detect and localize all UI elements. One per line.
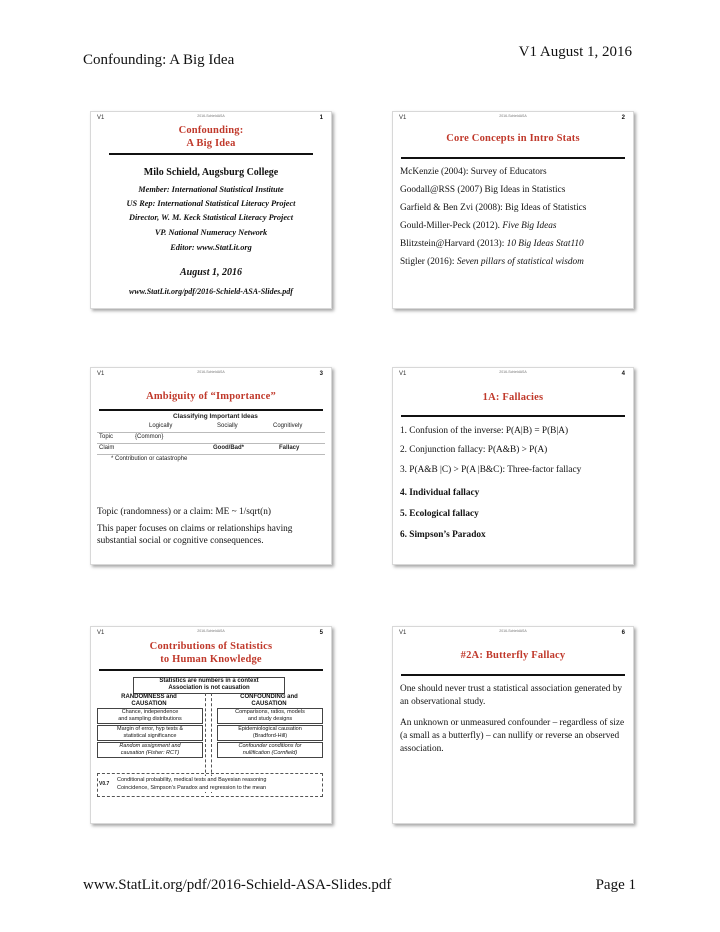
slide-version: V1 bbox=[97, 630, 105, 636]
column-header: Cognitively bbox=[273, 423, 303, 429]
row-label: Topic bbox=[99, 434, 114, 440]
importance-table bbox=[97, 412, 325, 465]
slide-version: V1 bbox=[399, 630, 407, 636]
list-item: Garfield & Ben Zvi (2008): Big Ideas of Statistics bbox=[400, 203, 587, 213]
slide-1 bbox=[90, 111, 332, 309]
slide-number: 2 bbox=[621, 115, 625, 121]
column-header: Socially bbox=[217, 423, 238, 429]
left-item: Margin of error, hyp tests & statistical significance bbox=[97, 725, 203, 741]
author-role: US Rep: International Statistical Literacy Project bbox=[126, 199, 296, 208]
list-item: Blitzstein@Harvard (2013): 10 Big Ideas Stat110 bbox=[400, 239, 584, 249]
slide-source: 2016-SchieldASA bbox=[499, 629, 527, 633]
title-rule bbox=[99, 669, 323, 671]
version-tag: V0.7 bbox=[99, 781, 113, 788]
diagram-bottom-text: Conditional probability, medical tests and Bayesian reasoning Coincidence, Simpson’s Paradox and regression to the mean bbox=[117, 776, 317, 792]
slide-title: Core Concepts in Intro Stats bbox=[446, 133, 580, 144]
slide-source: 2016-SchieldASA bbox=[499, 370, 527, 374]
table-cell: {Common} bbox=[135, 434, 164, 440]
author: Milo Schield, Augsburg College bbox=[143, 167, 279, 178]
right-column-heading: CONFOUNDING and CAUSATION bbox=[217, 694, 321, 707]
body-text: Topic (randomness) or a claim: ME ~ 1/sqrt(n) bbox=[97, 507, 272, 517]
slide-title-line2: to Human Knowledge bbox=[160, 654, 262, 665]
slide-4 bbox=[392, 367, 634, 565]
diagram-top-box: Statistics are numbers in a context Association is not causation bbox=[133, 677, 285, 694]
slide-title-line1: Contributions of Statistics bbox=[149, 641, 273, 652]
slide-source: 2016-SchieldASA bbox=[197, 114, 225, 118]
author-role: VP. National Numeracy Network bbox=[154, 228, 268, 237]
slide-title: 1A: Fallacies bbox=[482, 392, 544, 403]
table-cell: Good/Bad* bbox=[213, 445, 244, 451]
list-item: 1. Confusion of the inverse: P(A|B) = P(B|A) bbox=[400, 426, 569, 436]
body-paragraph: One should never trust a statistical association generated by an observational study. bbox=[400, 684, 623, 707]
page-number: Page 1 bbox=[595, 877, 636, 893]
list-item: Gould-Miller-Peck (2012). Five Big Ideas bbox=[400, 221, 557, 231]
table-heading: Classifying Important Ideas bbox=[173, 413, 258, 420]
title-rule bbox=[401, 157, 625, 159]
author-role: Member: International Statistical Institute bbox=[138, 185, 284, 194]
slide-version: V1 bbox=[97, 371, 105, 377]
left-item: Chance, independence and sampling distributions bbox=[97, 708, 203, 724]
row-label: Claim bbox=[99, 445, 115, 451]
table-cell: Fallacy bbox=[279, 445, 300, 451]
body-paragraph: An unknown or unmeasured confounder – regardless of size (a small as a butterfly) – can nullify or reverse an observed association. bbox=[400, 718, 625, 754]
slide-3 bbox=[90, 367, 332, 565]
slide-title-line2: A Big Idea bbox=[186, 138, 236, 149]
slide-number: 5 bbox=[319, 630, 323, 636]
list-item: McKenzie (2004): Survey of Educators bbox=[400, 167, 547, 177]
list-item: 5. Ecological fallacy bbox=[400, 509, 479, 519]
document-title: Confounding: A Big Idea bbox=[83, 52, 235, 68]
body-text: This paper focuses on claims or relationships having substantial social or cognitive consequences. bbox=[97, 524, 293, 546]
slide-title: Ambiguity of “Importance” bbox=[146, 391, 276, 402]
slide-number: 1 bbox=[319, 115, 323, 121]
slide-source: 2016-SchieldASA bbox=[197, 370, 225, 374]
slide-title: #2A: Butterfly Fallacy bbox=[460, 650, 566, 661]
list-item: Goodall@RSS (2007) Big Ideas in Statistics bbox=[400, 185, 566, 195]
slide-number: 4 bbox=[621, 371, 625, 377]
slide-6 bbox=[392, 626, 634, 824]
table-note: * Contribution or catastrophe bbox=[111, 456, 188, 462]
column-header: Logically bbox=[149, 423, 173, 429]
slide-number: 3 bbox=[319, 371, 323, 377]
slide-date: August 1, 2016 bbox=[180, 267, 242, 278]
slide-5 bbox=[90, 626, 332, 824]
left-column-heading: RANDOMNESS and CAUSATION bbox=[97, 694, 201, 707]
right-item: Epidemiological causation (Bradford-Hill) bbox=[217, 725, 323, 741]
list-item: 2. Conjunction fallacy: P(A&B) > P(A) bbox=[400, 445, 548, 455]
slide-version: V1 bbox=[399, 371, 407, 377]
document-version-date: V1 August 1, 2016 bbox=[518, 44, 632, 60]
slide-source: 2016-SchieldASA bbox=[197, 629, 225, 633]
title-rule bbox=[109, 153, 313, 155]
slide-version: V1 bbox=[97, 115, 105, 121]
author-role: Editor: www.StatLit.org bbox=[170, 243, 252, 252]
title-rule bbox=[401, 415, 625, 417]
list-item: 3. P(A&B |C) > P(A |B&C): Three-factor fallacy bbox=[400, 465, 582, 475]
slide-url: www.StatLit.org/pdf/2016-Schield-ASA-Slides.pdf bbox=[129, 287, 293, 296]
list-item: 4. Individual fallacy bbox=[400, 488, 480, 498]
slide-number: 6 bbox=[621, 630, 625, 636]
left-item: Random assignment and causation (Fisher: RCT) bbox=[97, 742, 203, 758]
slide-title-line1: Confounding: bbox=[178, 125, 244, 136]
title-rule bbox=[99, 409, 323, 411]
right-item: Comparisons, ratios, models and study designs bbox=[217, 708, 323, 724]
slide-version: V1 bbox=[399, 115, 407, 121]
list-item: Stigler (2016): Seven pillars of statistical wisdom bbox=[400, 257, 584, 267]
slide-source: 2016-SchieldASA bbox=[499, 114, 527, 118]
right-item: Confounder conditions for nullification (Cornfield) bbox=[217, 742, 323, 758]
list-item: 6. Simpson’s Paradox bbox=[400, 530, 486, 540]
footer-url: www.StatLit.org/pdf/2016-Schield-ASA-Slides.pdf bbox=[83, 877, 392, 893]
slide-2 bbox=[392, 111, 634, 309]
title-rule bbox=[401, 674, 625, 676]
author-role: Director, W. M. Keck Statistical Literacy Project bbox=[129, 213, 293, 222]
